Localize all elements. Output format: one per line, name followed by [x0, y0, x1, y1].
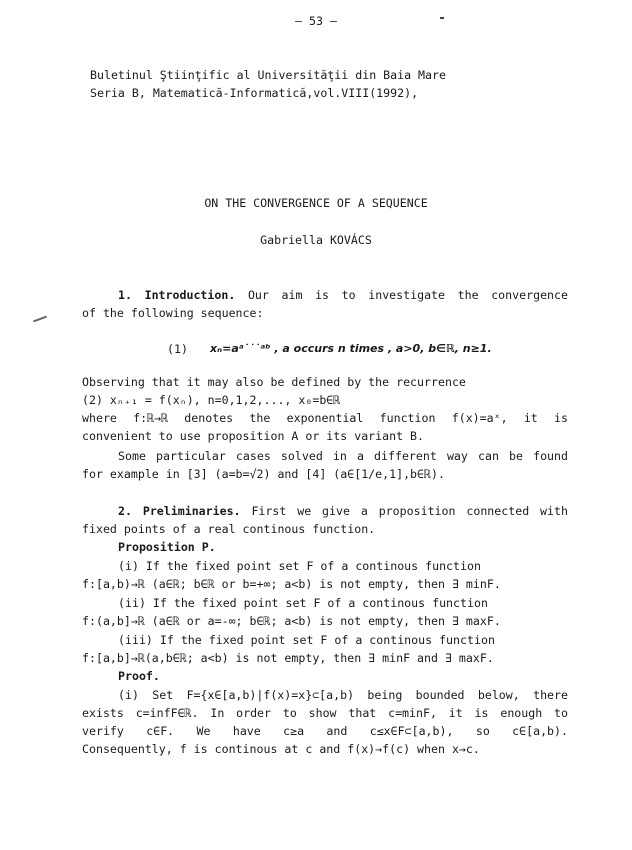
proposition-label: Proposition P.	[118, 540, 216, 554]
margin-mark	[33, 316, 47, 323]
formula-number: (1)	[167, 342, 188, 356]
section-1-heading: 1. Introduction.	[118, 288, 236, 302]
sec2-line-2: fixed points of a real continous function.	[82, 522, 376, 536]
sec1-line-5: where f:ℝ→ℝ denotes the exponential function f(x)=aˣ, it is	[82, 411, 568, 425]
sec1-line-6: convenient to use proposition A or its variant B.	[82, 429, 425, 443]
proof-line-2: exists c=infF∈ℝ. In order to show that c=minF, it is enough to	[82, 706, 568, 720]
prop-i-line-2: f:[a,b)→ℝ (a∈ℝ; b∈ℝ or b=+∞; a<b) is not empty, then ∃ minF.	[82, 577, 501, 591]
sec1-line-4: (2) xₙ₊₁ = f(xₙ), n=0,1,2,..., x₀=b∈ℝ	[82, 393, 341, 407]
prop-ii-line-1: (ii) If the fixed point set F of a continous function	[118, 596, 488, 610]
sec1-line-8: for example in [3] (a=b=√2) and [4] (a∈[1/e,1],b∈ℝ).	[82, 467, 445, 481]
proof-line-4: Consequently, f is continous at c and f(x)→f(c) when x→c.	[82, 742, 480, 756]
page-number: — 53 —	[295, 14, 337, 28]
formula-1: xₙ=aᵃ˙˙˙ᵃᵇ , a occurs n times , a>0, b∈ℝ, n≥1.	[210, 342, 492, 355]
sec1-line-3: Observing that it may also be defined by the recurrence	[82, 375, 466, 389]
scan-speck	[440, 17, 444, 19]
journal-line-1: Buletinul Ştiinţific al Universităţii din Baia Mare	[90, 68, 446, 82]
journal-line-2: Seria B, Matematică-Informatică,vol.VIII(1992),	[90, 86, 419, 100]
sec2-line-1	[118, 504, 568, 518]
paper-title: ON THE CONVERGENCE OF A SEQUENCE	[204, 196, 428, 210]
proof-line-1: (i) Set F={x∈[a,b)|f(x)=x}⊂[a,b) being bounded below, there	[118, 688, 568, 702]
sec1-line-7: Some particular cases solved in a different way can be found	[118, 449, 568, 463]
section-2-heading: 2. Preliminaries.	[118, 504, 241, 518]
prop-iii-line-1: (iii) If the fixed point set F of a continous function	[118, 633, 495, 647]
sec1-line-1-text: Our aim is to investigate the convergence	[235, 288, 568, 302]
sec2-line-1-text: First we give a proposition connected with	[240, 504, 568, 518]
sec1-line-2: of the following sequence:	[82, 306, 264, 320]
sec1-line-1	[118, 288, 568, 302]
proof-label: Proof.	[118, 669, 160, 683]
prop-ii-line-2: f:(a,b]→ℝ (a∈ℝ or a=-∞; b∈ℝ; a<b) is not empty, then ∃ maxF.	[82, 614, 501, 628]
paper-author: Gabriella KOVÁCS	[260, 233, 372, 247]
proof-line-3: verify c∈F. We have c≥a and c≤x∈F⊂[a,b), so c∈[a,b).	[82, 724, 568, 738]
prop-i-line-1: (i) If the fixed point set F of a continous function	[118, 559, 481, 573]
prop-iii-line-2: f:[a,b]→ℝ(a,b∈ℝ; a<b) is not empty, then ∃ minF and ∃ maxF.	[82, 651, 494, 665]
